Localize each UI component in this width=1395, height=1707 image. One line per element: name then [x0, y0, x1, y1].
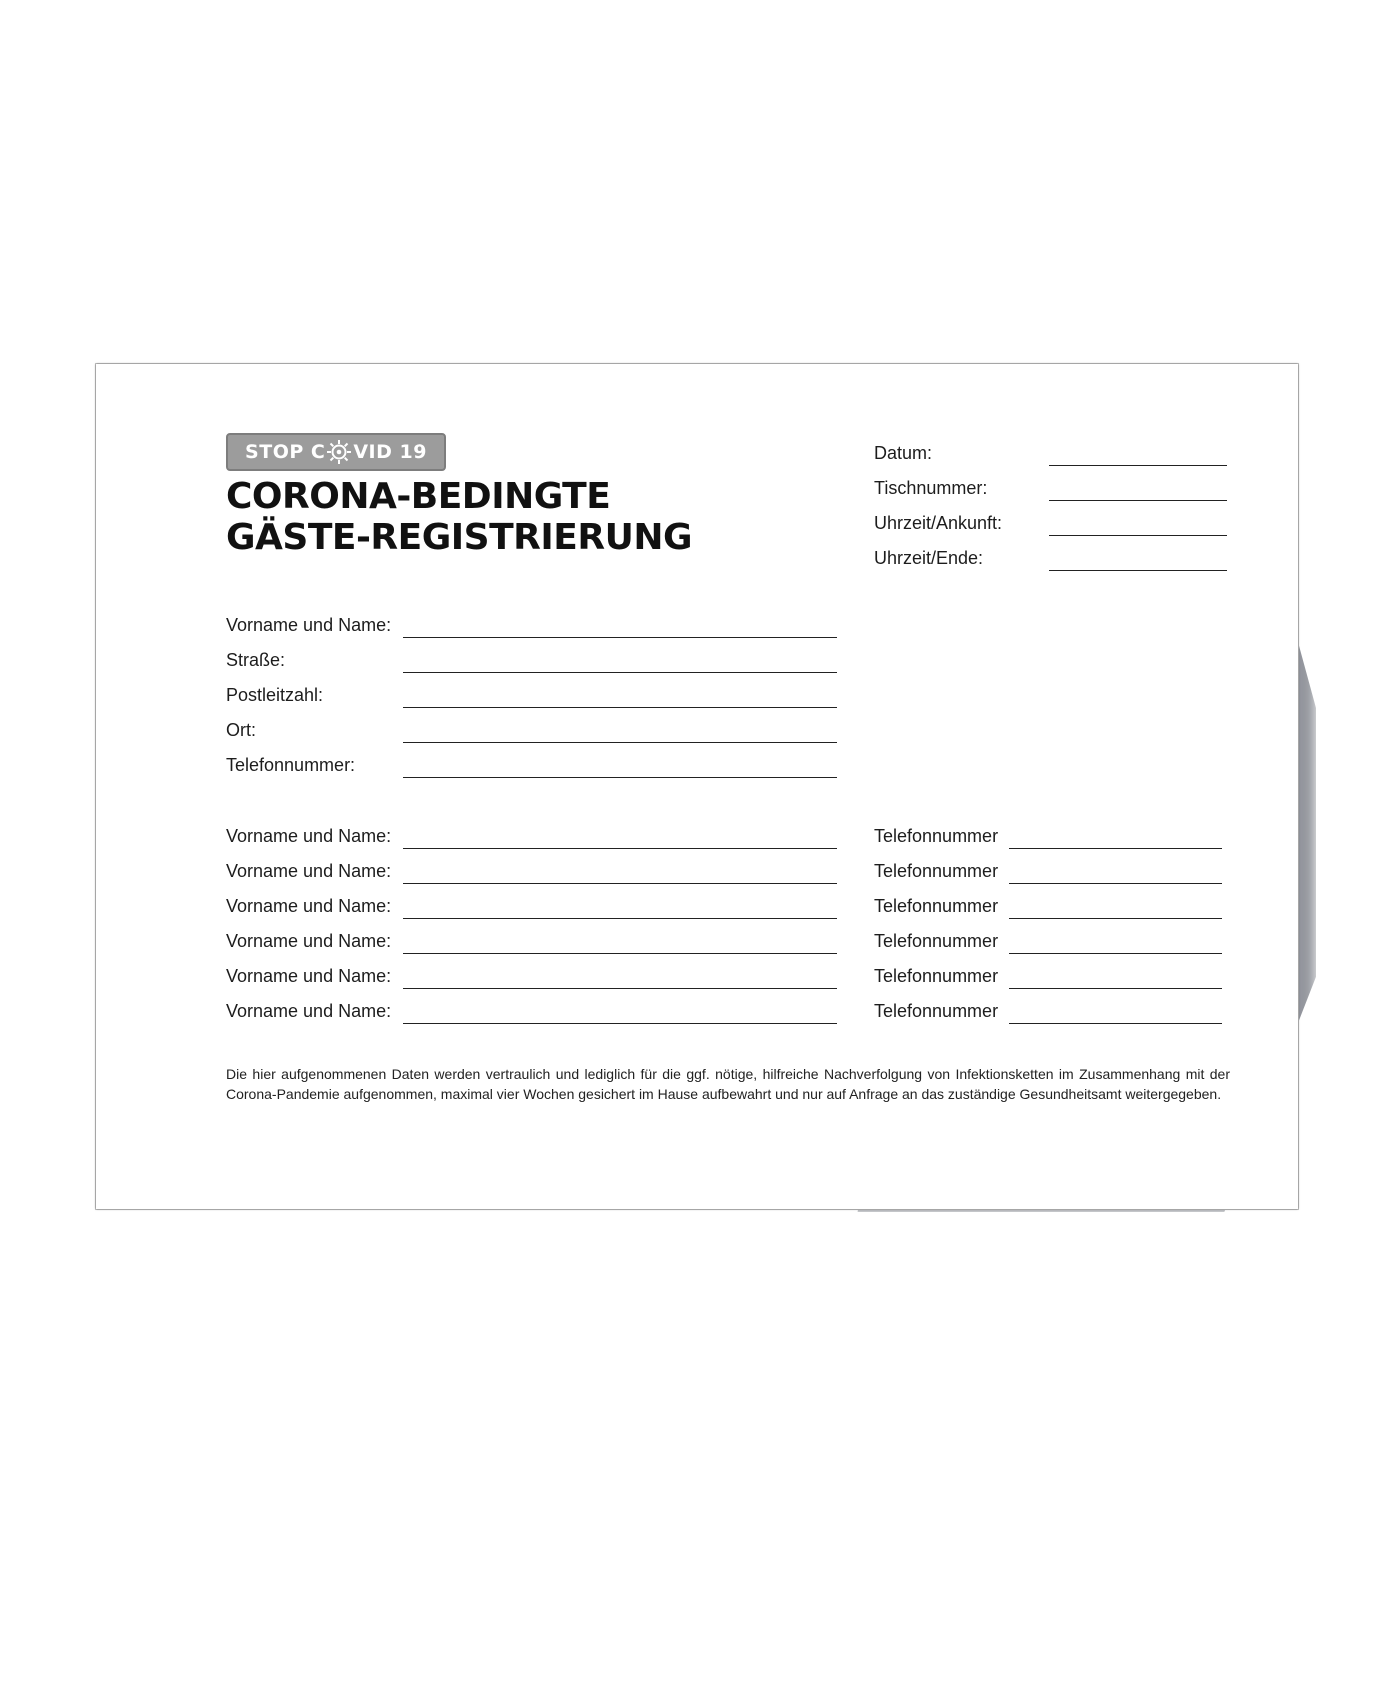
companion-name-line[interactable] [403, 1023, 837, 1024]
companion-phone-field [874, 931, 1234, 957]
form-title-line-2: GÄSTE-REGISTRIERUNG [226, 517, 693, 558]
main-name-line[interactable] [403, 637, 837, 638]
phone-line[interactable] [403, 777, 837, 778]
companion-name-field [226, 896, 846, 922]
form-title-line-1: CORONA-BEDINGTE [226, 476, 611, 517]
arrival-time-label: Uhrzeit/Ankunft: [874, 513, 1003, 533]
end-time-field [874, 548, 1234, 574]
table-number-label: Tischnummer: [874, 478, 988, 498]
city-field [226, 720, 846, 746]
phone-label: Telefonnummer: [226, 755, 356, 775]
companion-phone-line[interactable] [1009, 883, 1222, 884]
companion-name-label: Vorname und Name: [226, 826, 392, 846]
street-field [226, 650, 846, 676]
street-line[interactable] [403, 672, 837, 673]
companion-name-field [226, 1001, 846, 1027]
street-label: Straße: [226, 650, 286, 670]
companion-name-label: Vorname und Name: [226, 896, 392, 916]
main-name-label: Vorname und Name: [226, 615, 392, 635]
companion-phone-label: Telefonnummer [874, 1001, 999, 1021]
postal-code-label: Postleitzahl: [226, 685, 324, 705]
companion-phone-label: Telefonnummer [874, 826, 999, 846]
registration-form-sheet [96, 364, 1298, 1209]
companion-phone-field [874, 896, 1234, 922]
virus-icon [326, 439, 352, 465]
end-time-line[interactable] [1049, 570, 1227, 571]
companion-phone-label: Telefonnummer [874, 896, 999, 916]
companion-name-line[interactable] [403, 988, 837, 989]
companion-phone-field [874, 1001, 1234, 1027]
badge-text-right: VID 19 [353, 441, 427, 463]
companion-phone-label: Telefonnummer [874, 966, 999, 986]
companion-name-label: Vorname und Name: [226, 931, 392, 951]
date-line[interactable] [1049, 465, 1227, 466]
table-number-line[interactable] [1049, 500, 1227, 501]
companion-name-field [226, 966, 846, 992]
stop-covid-badge [226, 433, 446, 471]
companion-phone-line[interactable] [1009, 918, 1222, 919]
postal-code-field [226, 685, 846, 711]
companion-name-label: Vorname und Name: [226, 861, 392, 881]
main-name-field [226, 615, 846, 641]
city-label: Ort: [226, 720, 256, 740]
companion-phone-field [874, 861, 1234, 887]
companion-name-field [226, 861, 846, 887]
form-title [226, 476, 692, 558]
city-line[interactable] [403, 742, 837, 743]
companion-phone-line[interactable] [1009, 1023, 1222, 1024]
date-field [874, 443, 1234, 469]
companion-name-line[interactable] [403, 918, 837, 919]
companion-name-line[interactable] [403, 953, 837, 954]
companion-phone-line[interactable] [1009, 848, 1222, 849]
companion-name-line[interactable] [403, 848, 837, 849]
companion-name-line[interactable] [403, 883, 837, 884]
companion-phone-label: Telefonnummer [874, 931, 999, 951]
companion-name-label: Vorname und Name: [226, 966, 392, 986]
companion-phone-line[interactable] [1009, 953, 1222, 954]
companion-name-label: Vorname und Name: [226, 1001, 392, 1021]
postal-code-line[interactable] [403, 707, 837, 708]
badge-text-left: STOP C [245, 441, 326, 463]
date-label: Datum: [874, 443, 933, 463]
arrival-time-field [874, 513, 1234, 539]
table-number-field [874, 478, 1234, 504]
companion-phone-field [874, 966, 1234, 992]
companion-phone-field [874, 826, 1234, 852]
end-time-label: Uhrzeit/Ende: [874, 548, 984, 568]
companion-name-field [226, 826, 846, 852]
companion-phone-line[interactable] [1009, 988, 1222, 989]
companion-name-field [226, 931, 846, 957]
arrival-time-line[interactable] [1049, 535, 1227, 536]
companion-phone-label: Telefonnummer [874, 861, 999, 881]
privacy-note: Die hier aufgenommenen Daten werden vertraulich und lediglich für die ggf. nötige, hilfreiche Nachverfolgung von Infektionsketten im Zusammenhang mit der Corona-Pandemie aufgenommen, maximal vier Wochen gesichert im Hause aufbewahrt und nur auf Anfrage an das zuständige Gesundheitsamt weitergegeben. [226, 1066, 1230, 1102]
phone-field [226, 755, 846, 781]
